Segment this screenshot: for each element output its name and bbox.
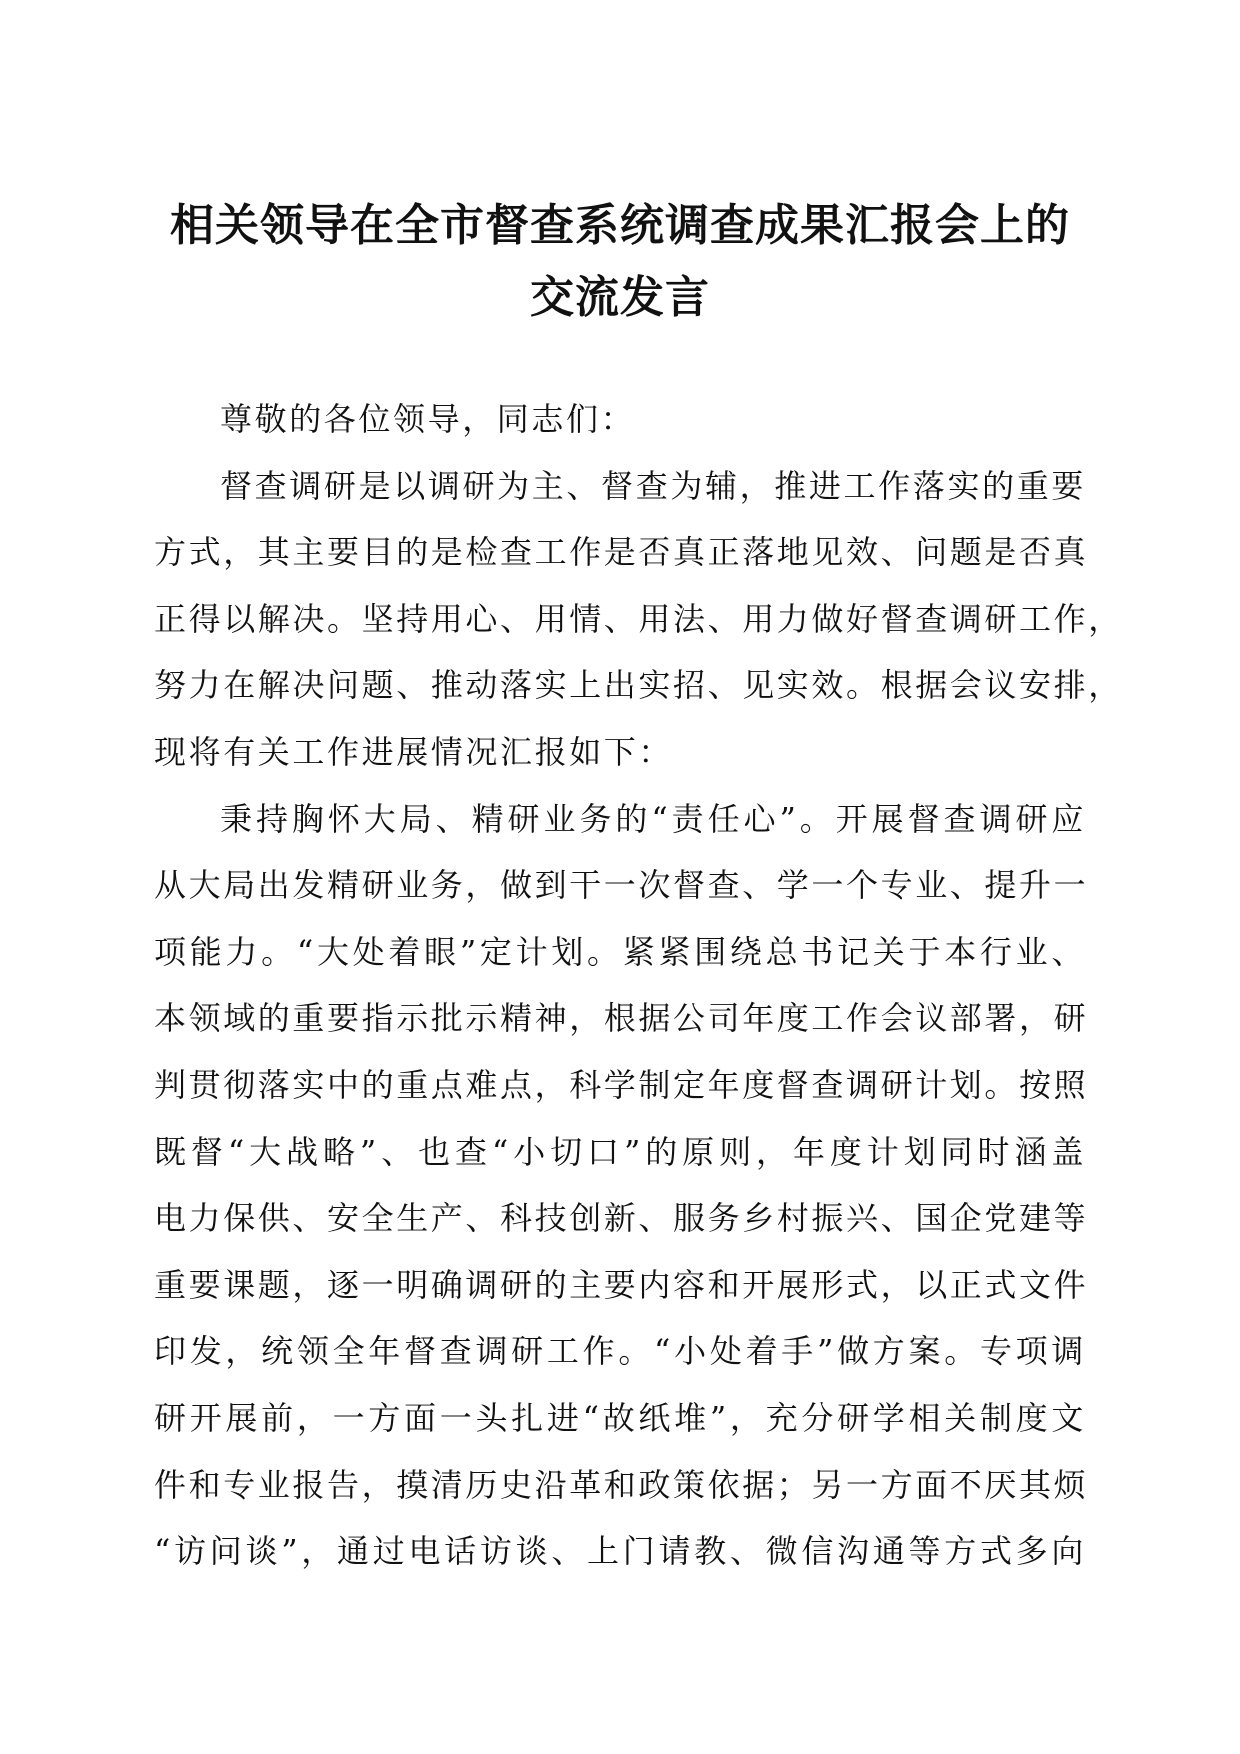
document-body xyxy=(154,386,1123,1585)
paragraph-line: 印发，统领全年督查调研工作。“小处着手”做方案。专项调 xyxy=(154,1332,1086,1371)
paragraph-line: 现将有关工作进展情况汇报如下： xyxy=(154,732,674,771)
title-line-2: 交流发言 xyxy=(530,272,710,323)
salutation-line: 尊敬的各位领导，同志们： xyxy=(220,400,636,438)
paragraph-line: 本领域的重要指示批示精神，根据公司年度工作会议部署，研 xyxy=(154,999,1089,1038)
paragraph-line: 从大局出发精研业务，做到干一次督查、学一个专业、提升一 xyxy=(154,866,1089,905)
paragraph-line: 正得以解决。坚持用心、用情、用法、用力做好督查调研工作， xyxy=(154,599,1123,638)
paragraph-line: 秉持胸怀大局、精研业务的“责任心”。开展督查调研应 xyxy=(220,799,1086,838)
title-line-1: 相关领导在全市督查系统调查成果汇报会上的 xyxy=(170,200,1070,251)
paragraph-line: 既督“大战略”、也查“小切口”的原则，年度计划同时涵盖 xyxy=(154,1132,1086,1171)
paragraph-line: “访问谈”，通过电话访谈、上门请教、微信沟通等方式多向 xyxy=(154,1532,1086,1571)
paragraph-line: 努力在解决问题、推动落实上出实招、见实效。根据会议安排， xyxy=(154,666,1123,705)
paragraph-line: 件和专业报告，摸清历史沿革和政策依据；另一方面不厌其烦 xyxy=(154,1465,1089,1504)
paragraph-line: 方式，其主要目的是检查工作是否真正落地见效、问题是否真 xyxy=(154,533,1089,572)
paragraph-line: 项能力。“大处着眼”定计划。紧紧围绕总书记关于本行业、 xyxy=(154,932,1086,971)
paragraph-line: 判贯彻落实中的重点难点，科学制定年度督查调研计划。按照 xyxy=(154,1065,1089,1104)
paragraph-line: 研开展前，一方面一头扎进“故纸堆”，充分研学相关制度文 xyxy=(154,1398,1086,1437)
paragraph-line: 重要课题，逐一明确调研的主要内容和开展形式，以正式文件 xyxy=(154,1265,1089,1304)
paragraph-2 xyxy=(154,786,1089,1585)
document-title xyxy=(150,190,1090,334)
paragraph-line: 督查调研是以调研为主、督查为辅，推进工作落实的重要 xyxy=(220,466,1086,505)
paragraph-line: 电力保供、安全生产、科技创新、服务乡村振兴、国企党建等 xyxy=(154,1199,1089,1238)
paragraph-1 xyxy=(154,453,1123,786)
salutation xyxy=(154,386,1086,453)
